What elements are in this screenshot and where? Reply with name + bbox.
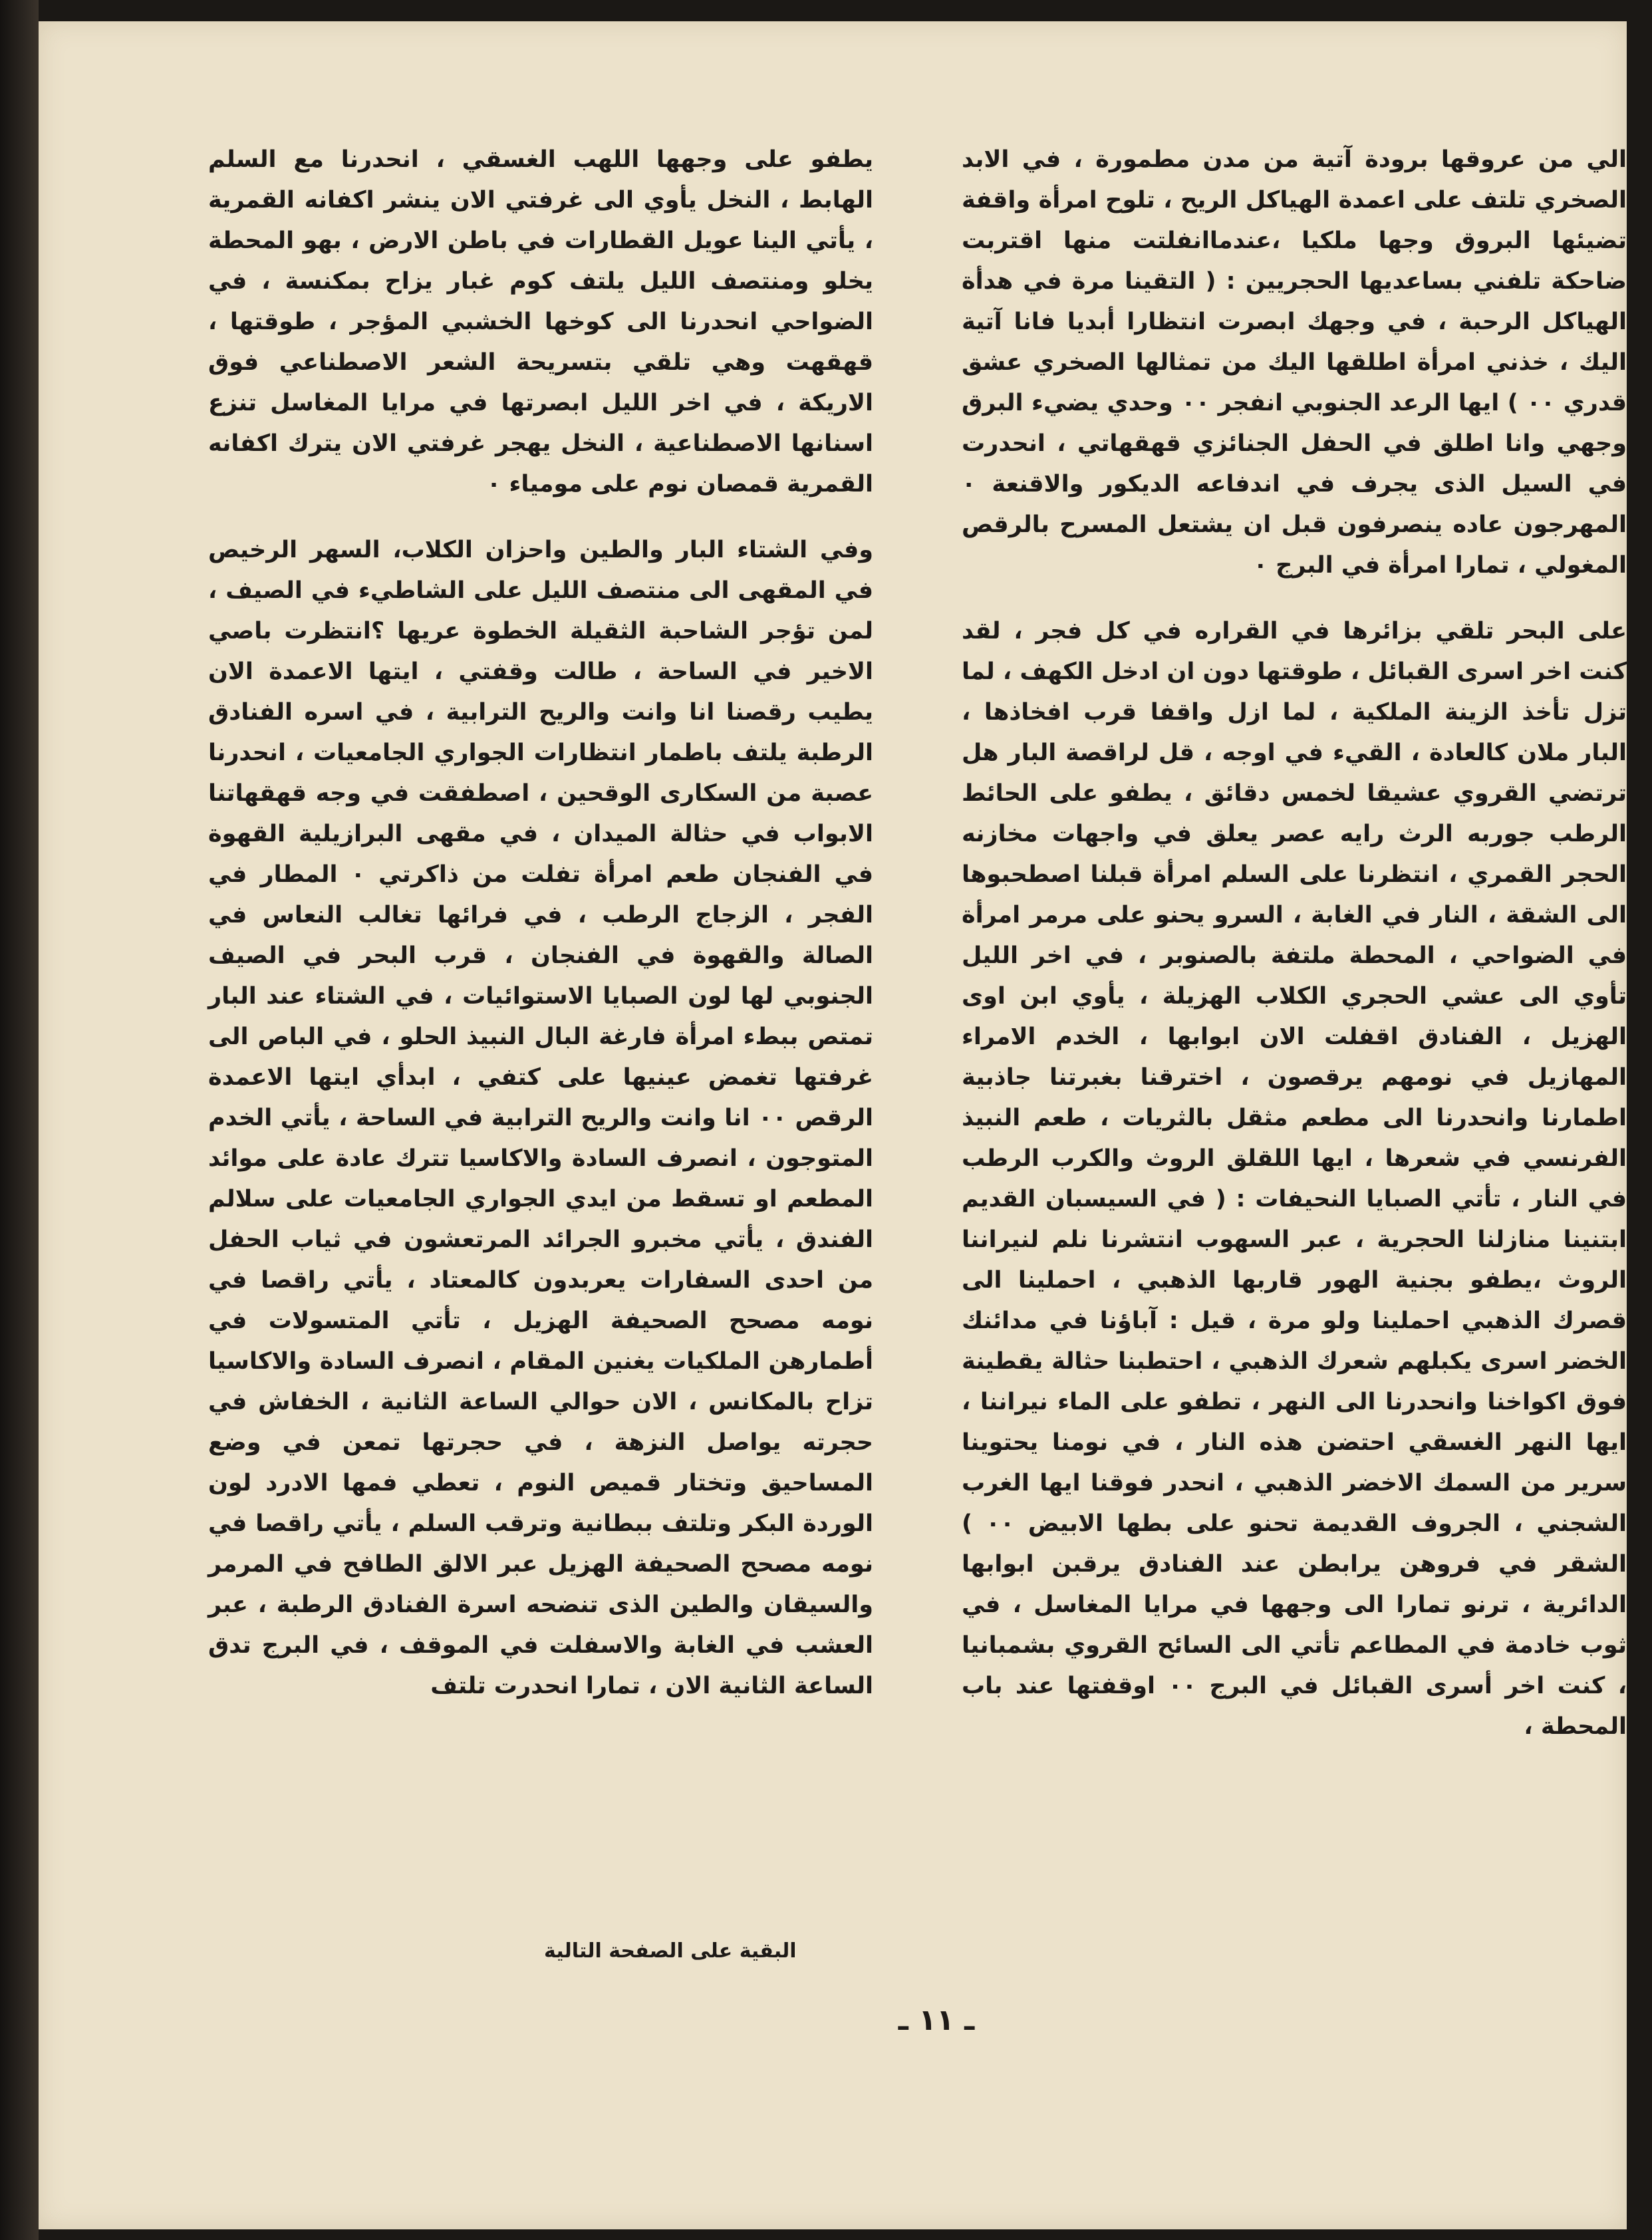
left-text-column [208,140,873,1732]
page-sheet [39,21,1627,2229]
paragraph-left-1: يطفو على وجهها اللهب الغسقي ، انحدرنا مع السلم الهابط ، النخل يأوي الى غرفتي الان ينشر اكفانه القمرية ، يأتي الينا عويل القطارات في باطن الارض ، بهو المحطة يخلو ومنتصف الليل يلتف كوم غبار يزاح بمكنسة ، في الضواحي انحدرنا الى كوخها الخشبي المؤجر ، طوقتها ، قهقهت وهي تلقي بتسريحة الشعر الاصطناعي فوق الاريكة ، في اخر الليل ابصرتها في مرايا المغاسل تنزع اسنانها الاصطناعية ، النخل يهجر غرفتي الان يترك اكفانه القمرية قمصان نوم على مومياء ٠ [208,146,873,497]
paragraph-left-2: وفي الشتاء البار والطين واحزان الكلاب، السهر الرخيص في المقهى الى منتصف الليل على الشاطيء في الصيف ، لمن تؤجر الشاحبة الثقيلة الخطوة عريها ؟انتظرت باصي الاخير في الساحة ، طالت وقفتي ، ايتها الاعمدة الان يطيب رقصنا انا وانت والريح الترابية ، في اسره الفنادق الرطبة يلتف باطمار انتظارات الجواري الجامعيات ، انحدرنا عصبة من السكارى الوقحين ، اصطفقت في وجه قهقهاتنا الابواب في حثالة الميدان ، في مقهى البرازيلية القهوة في الفنجان طعم امرأة تفلت من ذاكرتي ٠ المطار في الفجر ، الزجاج الرطب ، في فرائها تغالب النعاس في الصالة والقهوة في الفنجان ، قرب البحر في الصيف الجنوبي لها لون الصبايا الاستوائيات ، في الشتاء عند البار تمتص ببطء امرأة فارغة البال النبيذ الحلو ، في الباص الى غرفتها تغمض عينيها على كتفي ، ابدأي ايتها الاعمدة الرقص ٠٠ انا وانت والريح الترابية في الساحة ، يأتي الخدم المتوجون ، انصرف السادة والاكاسيا تترك عادة على موائد المطعم او تسقط من ايدي الجواري الجامعيات على سلالم الفندق ، يأتي مخبرو الجرائد المرتعشون في ثياب الحفل من احدى السفارات يعربدون كالمعتاد ، يأتي راقصا في نومه مصحح الصحيفة الهزيل ، تأتي المتسولات في أطمارهن الملكيات يغنين المقام ، انصرف السادة والاكاسيا تزاح بالمكانس ، الان حوالي الساعة الثانية ، الخفاش في حجرته يواصل النزهة ، في حجرتها تمعن في وضع المساحيق وتختار قميص النوم ، تعطي فمها الادرد لون الوردة البكر وتلتف ببطانية وترقب السلم ، يأتي راقصا في نومه مصحح الصحيفة الهزيل عبر الالق الطافح في المرمر والسيقان والطين الذى تنضحه اسرة الفنادق الرطبة ، عبر العشب في الغابة والاسفلت في الموقف ، في البرج تدق الساعة الثانية الان ، تمارا انحدرت تلتف [208,537,873,1699]
paragraph-right-1: الي من عروقها برودة آتية من مدن مطمورة ، في الابد الصخري تلتف على اعمدة الهياكل الريح ، تلوح امرأة واقفة تضيئها البروق وجها ملكيا ،عندماانفلتت منها اقتربت ضاحكة تلفني بساعديها الحجريين : ( التقينا مرة في هدأة الهياكل الرحبة ، في وجهك ابصرت انتظارا أبديا فانا آتية اليك ، خذني امرأة اطلقها اليك من تمثالها الصخري عشق قدري ٠٠ ) ايها الرعد الجنوبي انفجر ٠٠ وحدي يضيء البرق وجهي وانا اطلق في الحفل الجنائزي قهقهاتي ، انحدرت في السيل الذى يجرف في اندفاعه الديكور والاقنعة ٠ المهرجون عاده ينصرفون قبل ان يشتعل المسرح بالرقص المغولي ، تمارا امرأة في البرج ٠ [962,146,1627,579]
page-binding-edge [0,0,39,2240]
page-number: ـ ١١ ـ [898,2003,975,2037]
continued-on-next-page-note: البقية على الصفحة التالية [544,1939,797,1963]
right-text-column [962,140,1627,1772]
paragraph-right-2: على البحر تلقي بزائرها في القراره في كل فجر ، لقد كنت اخر اسرى القبائل ، طوقتها دون ان ادخل الكهف ، لما تزل تأخذ الزينة الملكية ، لما ازل واقفا قرب افخاذها ، البار ملان كالعادة ، القيء في اوجه ، قل لراقصة البار هل ترتضي القروي عشيقا لخمس دقائق ، يطفو على الحائط الرطب جوربه الرث رايه عصر يعلق في واجهات مخازنه الحجر القمري ، انتظرنا على السلم امرأة قبلنا اصطحبوها الى الشقة ، النار في الغابة ، السرو يحنو على مرمر امرأة في الضواحي ، المحطة ملتفة بالصنوبر ، في اخر الليل تأوي الى عشي الحجري الكلاب الهزيلة ، يأوي ابن اوى الهزيل ، الفنادق اقفلت الان ابوابها ، الخدم الامراء المهازيل في نومهم يرقصون ، اخترقنا بغبرتنا جاذبية اطمارنا وانحدرنا الى مطعم مثقل بالثريات ، طعم النبيذ الفرنسي في شعرها ، ايها اللقلق الروث والكرب الرطب في النار ، تأتي الصبايا النحيفات : ( في السيسبان القديم ابتنينا منازلنا الحجرية ، عبر السهوب انتشرنا نلم لنيراننا الروث ،يطفو بجنية الهور قاربها الذهبي ، احملينا الى قصرك الذهبي احملينا ولو مرة ، قيل : آباؤنا في مدائنك الخضر اسرى يكبلهم شعرك الذهبي ، احتطبنا حثالة يقطينة فوق اكواخنا وانحدرنا الى النهر ، تطفو على الماء نيراننا ، ايها النهر الغسقي احتضن هذه النار ، في نومنا يحتوينا سرير من السمك الاخضر الذهبي ، انحدر فوقنا ايها الغرب الشجني ، الجروف القديمة تحنو على بطها الابيض ٠٠ ) الشقر في فروهن يرابطن عند الفنادق يرقبن ابوابها الدائرية ، ترنو تمارا الى وجهها في مرايا المغاسل ، في ثوب خادمة في المطاعم تأتي الى السائح القروي بشمبانيا ، كنت اخر أسرى القبائل في البرج ٠٠ اوقفتها عند باب المحطة ، [962,618,1627,1740]
